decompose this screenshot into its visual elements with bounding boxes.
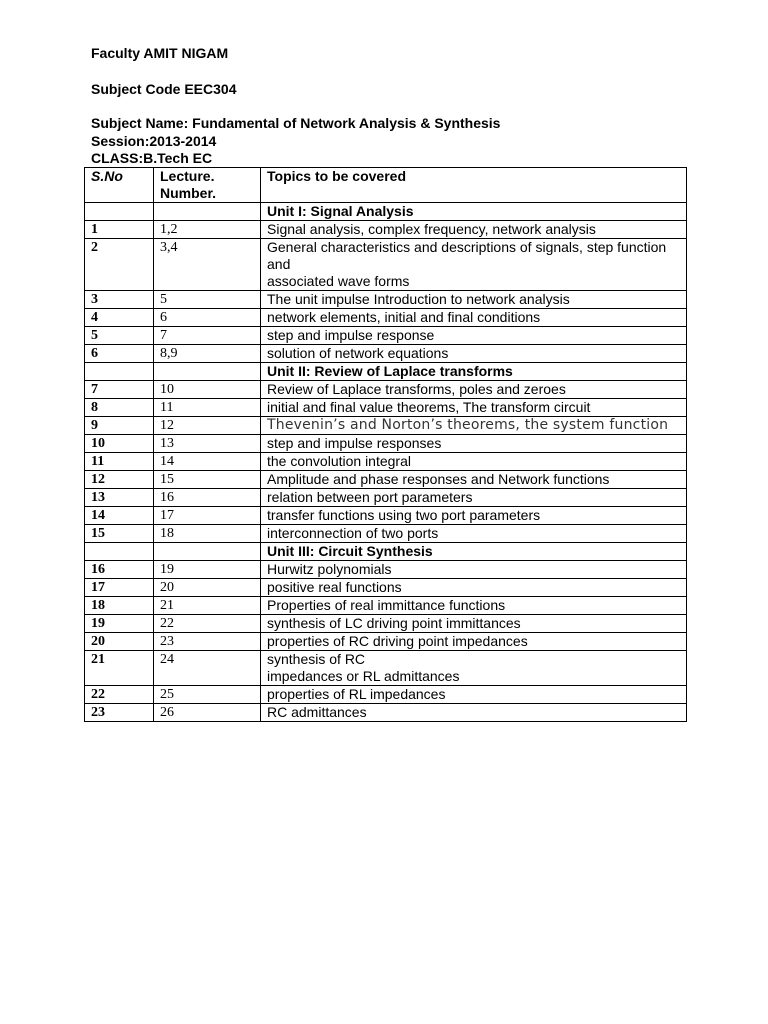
sno-cell: 19 [85,615,154,633]
table-row [85,399,687,417]
unit-heading-row [85,543,687,561]
sno-cell: 13 [85,489,154,507]
empty-cell [85,203,154,221]
column-header-lecture: Lecture. Number. [154,168,261,203]
topic-cell: Signal analysis, complex frequency, network analysis [261,221,687,239]
topic-cell: RC admittances [261,704,687,722]
sno-cell: 12 [85,471,154,489]
table-row [85,525,687,543]
table-row [85,704,687,722]
lecture-number-cell: 22 [154,615,261,633]
unit-heading: Unit I: Signal Analysis [261,203,687,221]
lecture-plan-body [85,168,687,722]
sno-cell: 15 [85,525,154,543]
empty-cell [154,543,261,561]
lecture-number-cell: 1,2 [154,221,261,239]
topic-cell: synthesis of LC driving point immittances [261,615,687,633]
topic-cell: Thevenin’s and Norton’s theorems, the system function [261,417,687,435]
table-row [85,291,687,309]
lecture-number-cell: 11 [154,399,261,417]
sno-cell: 21 [85,651,154,686]
topic-cell: network elements, initial and final conditions [261,309,687,327]
sno-cell: 10 [85,435,154,453]
topic-cell: properties of RL impedances [261,686,687,704]
lecture-number-cell: 18 [154,525,261,543]
lecture-number-cell: 19 [154,561,261,579]
lecture-number-cell: 15 [154,471,261,489]
lecture-number-cell: 23 [154,633,261,651]
sno-cell: 1 [85,221,154,239]
table-row [85,471,687,489]
unit-heading: Unit II: Review of Laplace transforms [261,363,687,381]
topic-cell: interconnection of two ports [261,525,687,543]
lecture-number-cell: 13 [154,435,261,453]
table-row [85,417,687,435]
lecture-number-cell: 3,4 [154,239,261,291]
sno-cell: 11 [85,453,154,471]
table-row [85,686,687,704]
empty-cell [154,363,261,381]
table-row [85,561,687,579]
empty-cell [154,203,261,221]
table-row [85,435,687,453]
lecture-number-cell: 26 [154,704,261,722]
lecture-number-cell: 5 [154,291,261,309]
sno-cell: 20 [85,633,154,651]
table-row [85,327,687,345]
table-row [85,651,687,686]
topic-cell: Review of Laplace transforms, poles and zeroes [261,381,687,399]
topic-cell: General characteristics and descriptions of signals, step function and associated wave forms [261,239,687,291]
sno-cell: 3 [85,291,154,309]
topic-cell: the convolution integral [261,453,687,471]
sno-cell: 23 [85,704,154,722]
table-row [85,489,687,507]
sno-cell: 17 [85,579,154,597]
sno-cell: 5 [85,327,154,345]
sno-cell: 18 [85,597,154,615]
lecture-number-cell: 25 [154,686,261,704]
column-header-topics: Topics to be covered [261,168,687,203]
topic-cell: Amplitude and phase responses and Network functions [261,471,687,489]
lecture-number-cell: 16 [154,489,261,507]
topic-cell: step and impulse response [261,327,687,345]
lecture-number-cell: 6 [154,309,261,327]
unit-heading-row [85,363,687,381]
sno-cell: 8 [85,399,154,417]
sno-cell: 22 [85,686,154,704]
subject-code-line: Subject Code EEC304 [91,81,237,97]
table-row [85,633,687,651]
table-row [85,453,687,471]
topic-cell: Hurwitz polynomials [261,561,687,579]
session-line: Session:2013-2014 [91,133,217,149]
lecture-number-cell: 21 [154,597,261,615]
topic-cell: relation between port parameters [261,489,687,507]
class-line: CLASS:B.Tech EC [91,150,213,166]
sno-cell: 4 [85,309,154,327]
sno-cell: 2 [85,239,154,291]
empty-cell [85,363,154,381]
unit-heading-row [85,203,687,221]
table-row [85,507,687,525]
column-header-sno: S.No [85,168,154,203]
topic-cell: step and impulse responses [261,435,687,453]
lecture-number-cell: 24 [154,651,261,686]
table-row [85,579,687,597]
lecture-number-cell: 17 [154,507,261,525]
sno-cell: 9 [85,417,154,435]
topic-cell: Properties of real immittance functions [261,597,687,615]
topic-cell: properties of RC driving point impedances [261,633,687,651]
lecture-plan-table [84,167,687,722]
topic-cell: synthesis of RC impedances or RL admittances [261,651,687,686]
table-header-row [85,168,687,203]
empty-cell [85,543,154,561]
unit-heading: Unit III: Circuit Synthesis [261,543,687,561]
table-row [85,221,687,239]
topic-cell: initial and final value theorems, The transform circuit [261,399,687,417]
table-row [85,345,687,363]
table-row [85,615,687,633]
sno-cell: 14 [85,507,154,525]
table-row [85,309,687,327]
table-row [85,597,687,615]
sno-cell: 6 [85,345,154,363]
table-row [85,381,687,399]
table-row [85,239,687,291]
topic-cell: solution of network equations [261,345,687,363]
topic-cell: positive real functions [261,579,687,597]
topic-cell: The unit impulse Introduction to network analysis [261,291,687,309]
sno-cell: 16 [85,561,154,579]
lecture-number-cell: 7 [154,327,261,345]
lecture-number-cell: 12 [154,417,261,435]
lecture-number-cell: 8,9 [154,345,261,363]
topic-cell: transfer functions using two port parameters [261,507,687,525]
sno-cell: 7 [85,381,154,399]
lecture-number-cell: 10 [154,381,261,399]
faculty-line: Faculty AMIT NIGAM [91,45,229,61]
lecture-number-cell: 20 [154,579,261,597]
lecture-number-cell: 14 [154,453,261,471]
subject-name-line: Subject Name: Fundamental of Network Analysis & Synthesis [91,115,501,131]
